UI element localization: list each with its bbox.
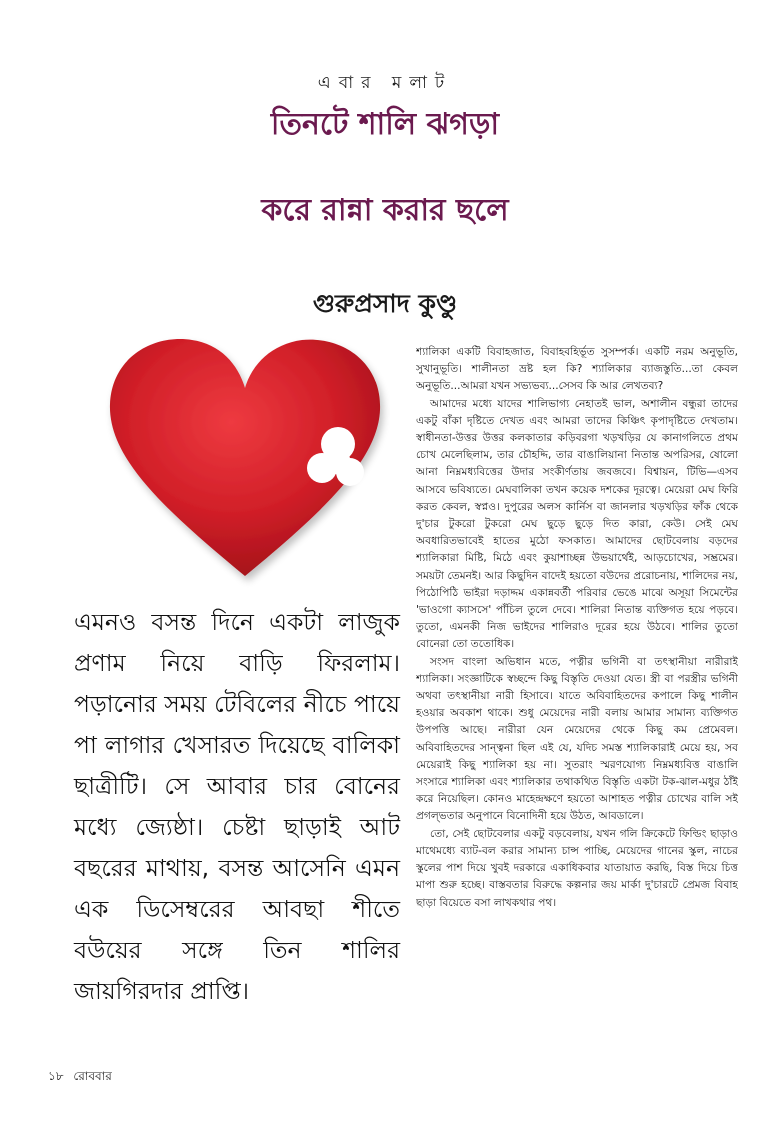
article-title-line-2: করে রান্না করার ছলে: [261, 193, 509, 228]
author-byline: গুরুপ্রসাদ কুণ্ডু: [312, 289, 458, 318]
section-kicker: এবার মলাট: [317, 73, 453, 93]
page-footer: [48, 1068, 112, 1088]
body-paragraph: শ্যালিকা একটি বিবাহজাত, বিবাহবহির্ভূত সুসম্পর্ক। একটি নরম অনুভূতি, সুখানুভূতি। শালীনতা ভ্রষ্ট হল কি? শ্যালিকার ব্যাজস্তুতি...তা কেবল অনুভূতি...আমরা যখন সভ্যভব্য...সেসব কি আর লেখতব্য?: [416, 346, 738, 393]
article-body: [416, 344, 738, 1062]
pull-quote: এমনও বসন্ত দিনে একটা লাজুক প্রণাম নিয়ে বাড়ি ফিরলাম। পড়ানোর সময় টেবিলের নীচে পায়ে পা লাগার খেসারত দিয়েছে বালিকা ছাত্রীটি। সে আবার চার বোনের মধ্যে জ্যেষ্ঠা। চেষ্টা ছাড়াই আট বছরের মাথায়, বসন্ত আসেনি এমন এক ডিসেম্বরের আবছা শীতে বউয়ের সঙ্গে তিন শালির জায়গিরদার প্রাপ্তি।: [74, 608, 400, 1005]
article-title-line-1: তিনটে শালি ঝগড়া: [270, 107, 500, 142]
body-paragraph: সংসদ বাংলা অভিধান মতে, পত্নীর ভগিনী বা তৎস্থানীয়া নারীরাই শ্যালিকা। সংজ্ঞাটিকে স্বচ্ছন্দে কিছু বিস্তৃতি দেওয়া যেত। স্ত্রী বা পরস্ত্রীর ভগিনী অথবা তৎস্থানীয়া নারী হিসাবে। যাতে অবিবাহিতদের কপালে কিছু শালীন হওয়ার অবকাশ থাকে। শুধু মেয়েদের নারী বলায় আমার সামান্য ব্যক্তিগত উপপত্তি আছে। নারীরা যেন মেয়েদের থেকে কিছু কম প্রেমেবল। অবিবাহিতদের সান্ত্বনা ছিল এই যে, যদিচ সমস্ত শ্যালিকারাই মেয়ে হয়, সব মেয়েরাই কিছু শ্যালিকা হয় না। সুতরাং স্মরণযোগ্য নিম্নমধ্যবিত্ত বাঙালি সংসারে শ্যালিকা এবং শ্যালিকার তথাকথিত বিস্তৃতি একটা টক-ঝাল-মধুর ঠাঁই করে নিয়েছিল। কোনও মাহেন্দ্রক্ষণে হয়তো আশাহত পত্নীর চোখের বালি সই প্রগল্ভতার অনুপানে বিনোদিনী হয়ে উঠত, আবডালে।: [416, 655, 738, 823]
body-paragraph: তো, সেই ছোটবেলার একটু বড়বেলায়, যখন গলি ক্রিকেটে ফিল্ডিং ছাড়াও মাথেমধ্যে ব্যাট-বল করার সামান্য চান্স পাচ্ছি, মেয়েদের গানের স্কুল, নাচের স্কুলের পাশ দিয়ে খুবই দরকারে একাধিকবার যাতায়াত করছি, বিস্ত দিয়ে চিত্ত মাপা শুরু হচ্ছে। বাস্তবতার বিরুদ্ধে কল্পনার জয় মার্কা দু'চারটে প্রেমজ বিবাহ ছাড়া বিয়েতে বসা লাখকথার পথ।: [416, 827, 738, 909]
page-number: ১৮: [48, 1069, 64, 1083]
body-paragraph: আমাদের মধ্যে যাদের শালিভাগ্য নেহাতই ভাল, অশালীন বন্ধুরা তাদের একটু বাঁকা দৃষ্টিতে দেখত এবং আমরা তাদের কিঞ্চিৎ কৃপাদৃষ্টিতে দেখতাম। স্বাধীনতা-উত্তর উত্তর কলকাতার কড়িবরগা খড়খড়ির যে কানাগলিতে প্রথম চোখ মেলেছিলাম, তার চৌহদ্দি, তার বাঙালিয়ানা নিতান্ত অপরিসর, ষোলো আনা নিম্নমধ্যবিত্তের উদার সংকীর্ণতায় জবজবে। বিশ্বায়ন, টিভি—এসব আসবে ভবিষ্যতে। মেঘবালিকা তখন কয়েক দশকের দূরত্বে। মেয়েরা মেঘ ফিরি করত কেবল, স্বপ্নও। দুপুরের অলস কার্নিস বা জানলার খড়খড়ির ফাঁক থেকে দু'চার টুকরো টুকরো মেঘ ছুড়ে ছুড়ে দিত কারা, কেউ। সেই মেঘ অবধারিতভাবেই হাতের মুঠো ফসকাত। আমাদের ছোটবেলায় বড়দের শ্যালিকারা মিষ্টি, মিঠে এবং কুয়াশাচ্ছন্ন উভয়ার্থেই, আড়চোখের, সম্ভ্রমের। সময়টা তেমনই। আর কিছুদিন বাদেই হয়তো বউদের প্ররোচনায়, শালিদের নয়, পিঠোপিঠি ভাইরা দড়াদ্দম একান্নবর্তী পরিবার ভেঙে মাঝে অসূয়া সিমেন্টের 'ভাওগো ক্যাসসে' পাঁচিল তুলে দেবে। শালিরা নিতান্ত ব্যক্তিগত হয়ে পড়বে। তুতো, এমনকী নিজ ভাইদের শালিরাও দূরের হয়ে উঠবে। শালির তুতো বোনেরা তো ততোধিক।: [416, 397, 738, 651]
publication-name: রোববার: [73, 1069, 112, 1083]
heart-illustration: [100, 326, 390, 596]
